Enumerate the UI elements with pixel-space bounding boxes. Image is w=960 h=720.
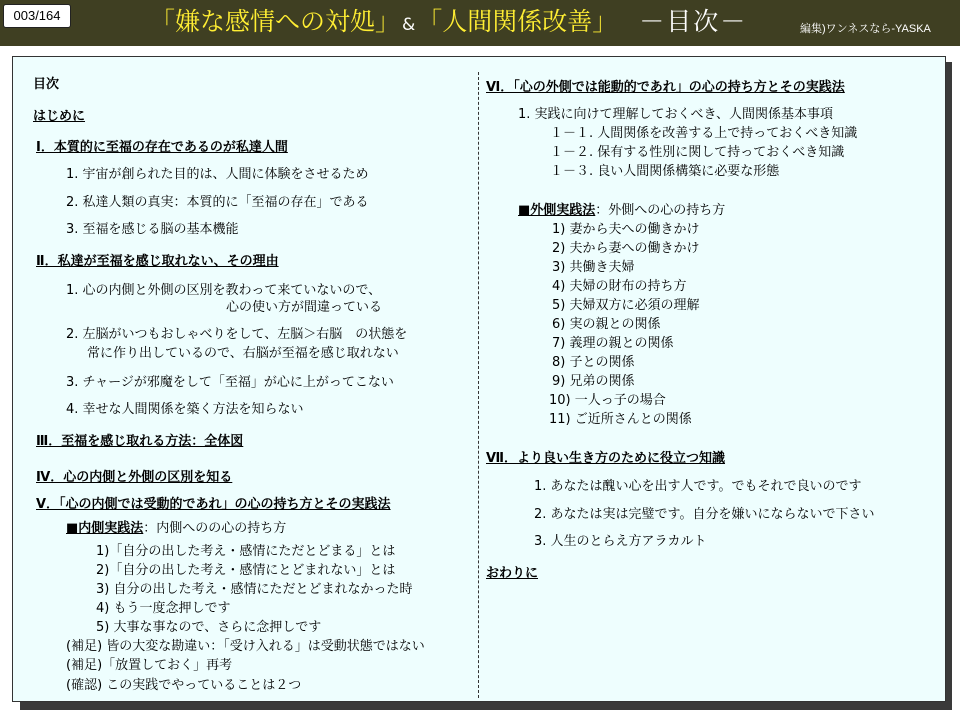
toc-note-2[interactable]: (補足)「放置しておく」再考 <box>66 658 233 673</box>
toc-item-7-2[interactable]: 2. あなたは実は完璧です。自分を嫌いにならないで下さい <box>534 507 875 522</box>
toc-section-2[interactable]: Ⅱ．私達が至福を感じ取れない、その理由 <box>36 254 279 269</box>
toc-item-2-2-line2[interactable]: 常に作り出しているので、右脳が至福を感じ取れない <box>87 346 399 361</box>
toc-item-2-2-line1[interactable]: 2. 左脳がいつもおしゃべりをして、左脳＞右脳 の状態を <box>66 327 408 342</box>
toc-closing[interactable]: おわりに <box>486 566 539 581</box>
toc-section-5[interactable]: Ⅴ．「心の内側では受動的であれ」の心の持ち方とその実践法 <box>36 497 391 512</box>
toc-item-1-3[interactable]: 3. 至福を感じる脳の基本機能 <box>66 222 239 237</box>
toc-item-6-o8[interactable]: 8) 子との関係 <box>552 355 635 370</box>
toc-item-5-4[interactable]: 4) もう一度念押しです <box>96 601 231 616</box>
outer-practice-heading[interactable] <box>518 202 725 219</box>
title-part-2: 「人間関係改善」 <box>417 7 618 36</box>
outer-practice-label: ■外側実践法 <box>518 203 596 218</box>
page-counter: 003/164 <box>3 4 71 28</box>
toc-item-6-1[interactable]: 1. 実践に向けて理解しておくべき、人間関係基本事項 <box>518 107 834 122</box>
title-bar <box>0 0 960 46</box>
toc-section-3[interactable]: Ⅲ．至福を感じ取れる方法：全体図 <box>36 434 244 449</box>
toc-item-6-o2[interactable]: 2) 夫から妻への働きかけ <box>552 241 700 256</box>
toc-item-2-1-line2[interactable]: 心の使い方が間違っている <box>226 300 383 315</box>
title-subtitle: －目次－ <box>639 7 748 36</box>
title-ampersand: & <box>402 15 416 35</box>
toc-section-7[interactable]: Ⅶ．より良い生き方のために役立つ知識 <box>486 451 726 466</box>
toc-section-1[interactable]: Ⅰ．本質的に至福の存在であるのが私達人間 <box>36 140 288 155</box>
toc-item-1-2[interactable]: 2. 私達人類の真実：本質的に「至福の存在」である <box>66 195 369 210</box>
toc-item-6-o6[interactable]: 6) 実の親との関係 <box>552 317 661 332</box>
outer-practice-desc: ：外側への心の持ち方 <box>595 203 726 218</box>
toc-item-6-o9[interactable]: 9) 兄弟の関係 <box>552 374 635 389</box>
toc-note-1[interactable]: (補足) 皆の大変な勘違い：「受け入れる」は受動状態ではない <box>66 639 425 654</box>
toc-note-3[interactable]: (確認) この実践でやっていることは２つ <box>66 678 302 693</box>
title-part-1: 「嫌な感情への対処」 <box>150 7 401 36</box>
toc-item-6-1-2[interactable]: １－２. 保有する性別に関して持っておくべき知識 <box>550 145 845 160</box>
toc-intro[interactable]: はじめに <box>33 109 86 124</box>
toc-item-2-4[interactable]: 4. 幸せな人間関係を築く方法を知らない <box>66 402 304 417</box>
toc-item-6-o10[interactable]: 10) 一人っ子の場合 <box>549 393 666 408</box>
column-divider <box>478 72 479 698</box>
toc-item-2-3[interactable]: 3. チャージが邪魔をして「至福」が心に上がってこない <box>66 375 394 390</box>
page-title <box>150 4 747 43</box>
inner-practice-heading[interactable] <box>66 520 286 537</box>
toc-item-6-o1[interactable]: 1) 妻から夫への働きかけ <box>552 222 700 237</box>
toc-item-6-o5[interactable]: 5) 夫婦双方に必須の理解 <box>552 298 700 313</box>
toc-item-5-1[interactable]: 1)「自分の出した考え・感情にただとどまる」とは <box>96 544 396 559</box>
toc-item-5-2[interactable]: 2)「自分の出した考え・感情にとどまれない」とは <box>96 563 396 578</box>
toc-item-6-o7[interactable]: 7) 義理の親との関係 <box>552 336 674 351</box>
toc-item-6-o11[interactable]: 11) ご近所さんとの関係 <box>549 412 692 427</box>
toc-section-6[interactable]: Ⅵ．「心の外側では能動的であれ」の心の持ち方とその実践法 <box>486 80 845 95</box>
toc-item-1-1[interactable]: 1. 宇宙が創られた目的は、人間に体験をさせるため <box>66 167 369 182</box>
toc-item-2-1-line1[interactable]: 1. 心の内側と外側の区別を教わって来ていないので、 <box>66 283 382 298</box>
toc-item-6-1-3[interactable]: １－３. 良い人間関係構築に必要な形態 <box>550 164 780 179</box>
toc-section-4[interactable]: Ⅳ．心の内側と外側の区別を知る <box>36 470 233 485</box>
toc-item-7-3[interactable]: 3. 人生のとらえ方アラカルト <box>534 534 707 549</box>
toc-item-5-3[interactable]: 3) 自分の出した考え・感情にただとどまれなかった時 <box>96 582 413 597</box>
inner-practice-desc: ：内側へのの心の持ち方 <box>143 521 287 536</box>
toc-item-5-5[interactable]: 5) 大事な事なので、さらに念押しです <box>96 620 322 635</box>
toc-item-6-o3[interactable]: 3) 共働き夫婦 <box>552 260 635 275</box>
toc-item-7-1[interactable]: 1. あなたは醜い心を出す人です。でもそれで良いのです <box>534 479 862 494</box>
toc-heading: 目次 <box>33 77 60 92</box>
toc-item-6-o4[interactable]: 4) 夫婦の財布の持ち方 <box>552 279 687 294</box>
toc-item-6-1-1[interactable]: １－１. 人間関係を改善する上で持っておくべき知識 <box>550 126 858 141</box>
editor-credit: 編集)ワンネスなら-YASKA <box>800 23 931 35</box>
inner-practice-label: ■内側実践法 <box>66 521 144 536</box>
